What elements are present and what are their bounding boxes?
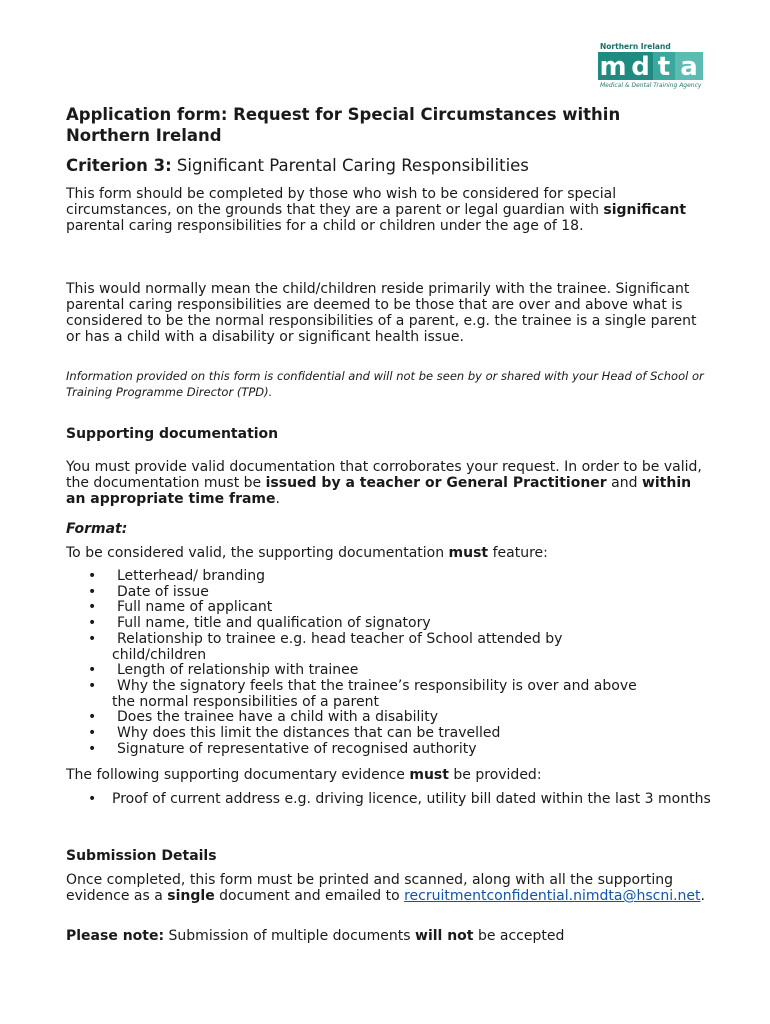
logo-letter-a: a — [675, 52, 703, 80]
bullet-icon: • — [88, 615, 97, 632]
supporting-bold-1: issued by a teacher or General Practitioner — [265, 475, 607, 491]
submission-text-3: . — [700, 888, 705, 904]
confidential-note: Information provided on this form is confidential and will not be seen by or shared with your Head of School or Training Programme Director (TPD). — [66, 369, 704, 399]
list-item-text: Date of issue — [117, 583, 209, 600]
format-intro-text-1: To be considered valid, the supporting documentation — [66, 545, 449, 561]
evidence-item-text: Proof of current address e.g. driving licence, utility bill dated within the last 3 months — [112, 791, 711, 807]
logo-tiles — [598, 52, 703, 80]
submission-text-1: Once completed, this form must be printed and scanned, along with all the supporting evidence as a — [66, 872, 673, 904]
evidence-list — [66, 791, 714, 809]
evidence-intro-text-2: be provided: — [448, 767, 542, 783]
bullet-icon: • — [88, 662, 97, 679]
bullet-icon: • — [88, 791, 97, 807]
list-item-text: Full name of applicant — [117, 599, 273, 616]
evidence-intro-text-1: The following supporting documentary evidence — [66, 767, 410, 783]
list-item-text: Letterhead/ branding — [117, 568, 266, 584]
supporting-text-1: You must provide valid documentation that corroborates your request. In order to be valid, the documentation must be — [66, 459, 702, 491]
list-item — [66, 569, 714, 585]
please-note-bold: will not — [415, 928, 474, 944]
list-item-text: Length of relationship with trainee — [117, 662, 359, 679]
logo-letter-d: d — [628, 52, 653, 80]
submission-heading: Submission Details — [66, 848, 217, 864]
logo-letter-m: m — [599, 52, 627, 82]
bullet-icon: • — [88, 740, 97, 757]
bullet-icon: • — [88, 709, 97, 726]
evidence-intro — [66, 767, 706, 783]
submission-bold: single — [167, 888, 215, 904]
please-note — [66, 928, 706, 944]
list-item — [66, 710, 714, 726]
intro-text-1: This form should be completed by those who wish to be considered for special circumstances, on the grounds that they are a parent or legal guardian with — [66, 186, 617, 218]
list-item-text: Relationship to trainee e.g. head teacher of School attended by — [117, 630, 563, 647]
nimdta-logo — [598, 42, 708, 92]
please-note-label: Please note: — [66, 928, 165, 944]
bullet-icon: • — [88, 677, 97, 694]
evidence-intro-bold: must — [409, 767, 449, 783]
submission-text-2: document and emailed to — [214, 888, 405, 904]
list-item-text: Why the signatory feels that the trainee’s responsibility is over and above — [117, 677, 637, 694]
list-item — [66, 791, 714, 809]
bullet-icon: • — [88, 599, 97, 616]
intro-bold: significant — [603, 202, 687, 218]
supporting-heading: Supporting documentation — [66, 426, 279, 442]
intro-text-2: parental caring responsibilities for a child or children under the age of 18. — [66, 218, 584, 234]
email-link[interactable]: recruitmentconfidential.nimdta@hscni.net — [404, 888, 701, 904]
intro-paragraph — [66, 186, 706, 234]
format-requirements-list — [66, 569, 714, 757]
list-item-text-continued: child/children — [112, 646, 207, 663]
list-item — [66, 742, 714, 758]
list-item — [66, 616, 714, 632]
criterion-text: Significant Parental Caring Responsibilities — [171, 156, 529, 175]
criterion-label: Criterion 3: — [66, 156, 172, 175]
definition-paragraph: This would normally mean the child/children reside primarily with the trainee. Significant parental caring responsibilities are deemed to be those that are over and above what is considered to be the normal responsibilities of a parent, e.g. the trainee is a single parent or has a child with a disability or significant health issue. — [66, 281, 697, 345]
supporting-bold-2: within an appropriate time frame — [66, 475, 692, 507]
list-item-text: Why does this limit the distances that can be travelled — [117, 725, 501, 742]
bullet-icon: • — [88, 583, 97, 600]
format-intro-bold: must — [448, 545, 489, 561]
form-title: Application form: Request for Special Circumstances within Northern Ireland — [66, 105, 621, 145]
supporting-text-2: and — [606, 475, 642, 491]
list-item-text: Does the trainee have a child with a disability — [117, 709, 439, 726]
list-item — [66, 585, 714, 601]
list-item — [66, 663, 714, 679]
format-intro — [66, 545, 706, 561]
supporting-text-3: . — [275, 491, 280, 507]
please-note-text-2: be accepted — [473, 928, 565, 944]
criterion-heading — [66, 155, 529, 177]
please-note-text-1: Submission of multiple documents — [164, 928, 416, 944]
format-heading: Format: — [66, 521, 128, 537]
list-item — [66, 679, 714, 710]
list-item-text: Signature of representative of recognised authority — [117, 740, 477, 757]
list-item-text-continued: the normal responsibilities of a parent — [112, 693, 379, 710]
list-item-text: Full name, title and qualification of signatory — [117, 615, 431, 632]
bullet-icon: • — [88, 725, 97, 742]
bullet-icon: • — [88, 630, 97, 647]
format-intro-text-2: feature: — [488, 545, 548, 561]
list-item — [66, 632, 714, 663]
list-item — [66, 726, 714, 742]
bullet-icon: • — [88, 568, 97, 584]
logo-region-text: Northern Ireland — [600, 42, 671, 51]
logo-subtitle: Medical & Dental Training Agency — [600, 82, 702, 89]
submission-paragraph — [66, 872, 706, 904]
supporting-paragraph — [66, 459, 706, 507]
logo-letter-t: t — [653, 52, 675, 80]
list-item — [66, 600, 714, 616]
